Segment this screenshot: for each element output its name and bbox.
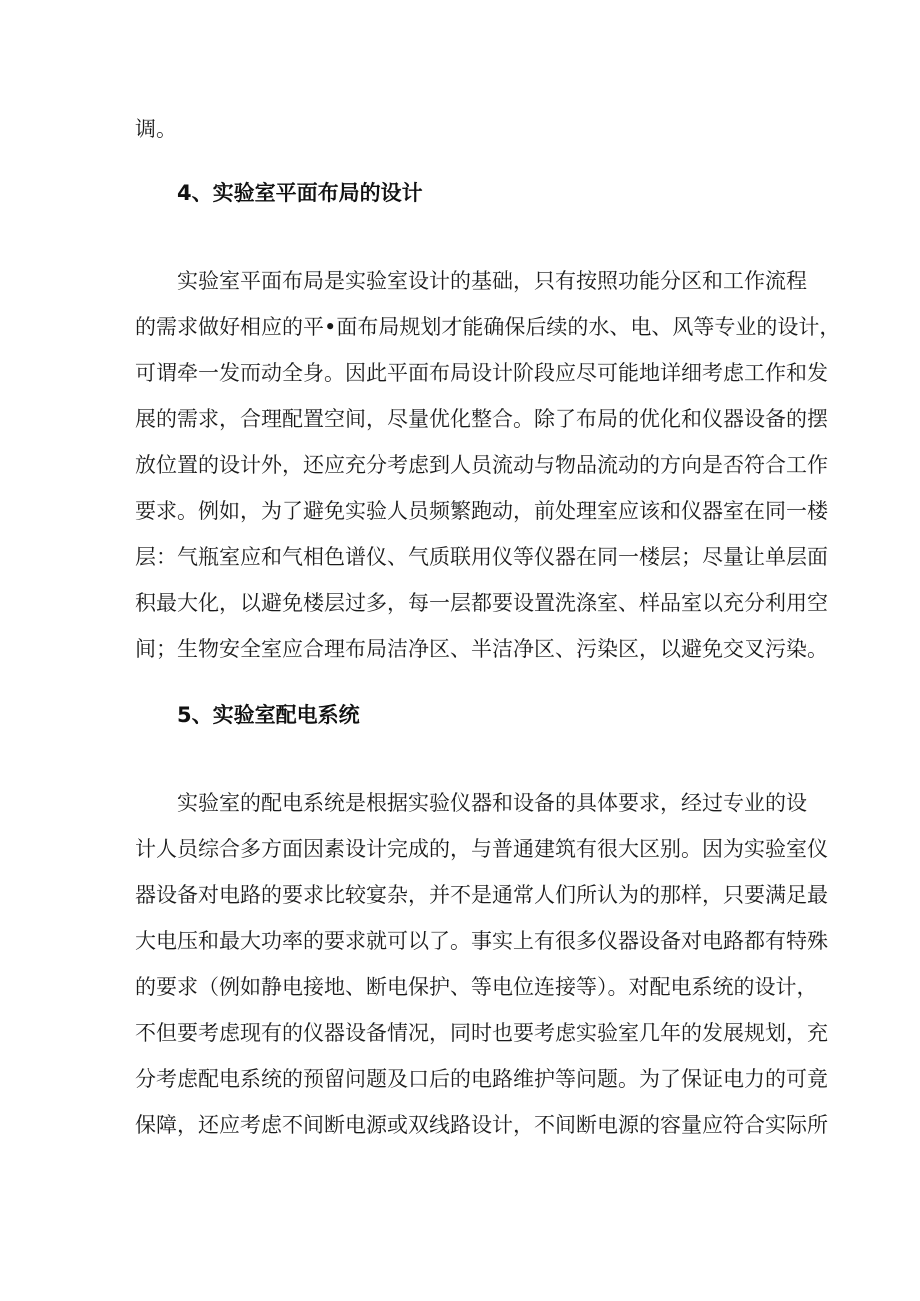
- section-4-line: 要求。例如，为了避免实验人员频繁跑动，前处理室应该和仪器室在同一楼: [135, 499, 828, 523]
- section-4-heading: 4、实验室平面布局的设计: [177, 181, 423, 205]
- section-5-heading: 5、实验室配电系统: [177, 703, 360, 727]
- section-5-line: 分考虑配电系统的预留问题及口后的电路维护等问题。为了保证电力的可竟: [135, 1067, 828, 1091]
- section-5-line: 大电压和最大功率的要求就可以了。事实上有很多仪器设备对电路都有特殊: [135, 929, 828, 953]
- section-5-line: 实验室的配电系统是根据实验仪器和设备的具体要求，经过专业的设: [177, 791, 807, 815]
- section-5-line: 保障，还应考虑不间断电源或双线路设计，不间断电源的容量应符合实际所: [135, 1113, 828, 1137]
- section-4-line: 间；生物安全室应合理布局洁净区、半洁净区、污染区，以避免交叉污染。: [135, 637, 828, 661]
- paragraph-line-continuation: 调。: [135, 117, 177, 141]
- section-5-line: 器设备对电路的要求比较宴杂，并不是通常人们所认为的那样，只要满足最: [135, 883, 828, 907]
- section-4-line: 的需求做好相应的平•面布局规划才能确保后续的水、电、风等专业的设计，: [135, 315, 841, 339]
- section-4-line: 层：气瓶室应和气相色谱仪、气质联用仪等仪器在同一楼层；尽量让单层面: [135, 545, 828, 569]
- section-5-line: 的要求（例如静电接地、断电保护、等电位连接等）。对配电系统的设计，: [135, 975, 818, 999]
- section-5-line: 计人员综合多方面因素设计完成的，与普通建筑有很大区别。因为实验室仪: [135, 837, 828, 861]
- section-4-line: 可谓牵一发而动全身。因此平面布局设计阶段应尽可能地详细考虑工作和发: [135, 361, 828, 385]
- section-5-line: 不但要考虑现有的仪器设备情况，同时也要考虑实验室几年的发展规划，充: [135, 1021, 828, 1045]
- section-4-line: 展的需求，合理配置空间，尽量优化整合。除了布局的优化和仪器设备的摆: [135, 407, 828, 431]
- section-4-line: 实验室平面布局是实验室设计的基础，只有按照功能分区和工作流程: [177, 269, 807, 293]
- section-4-line: 放位置的设计外，还应充分考虑到人员流动与物品流动的方向是否符合工作: [135, 453, 828, 477]
- section-4-line: 积最大化，以避免楼层过多，每一层都要设置洗涤室、样品室以充分利用空: [135, 591, 828, 615]
